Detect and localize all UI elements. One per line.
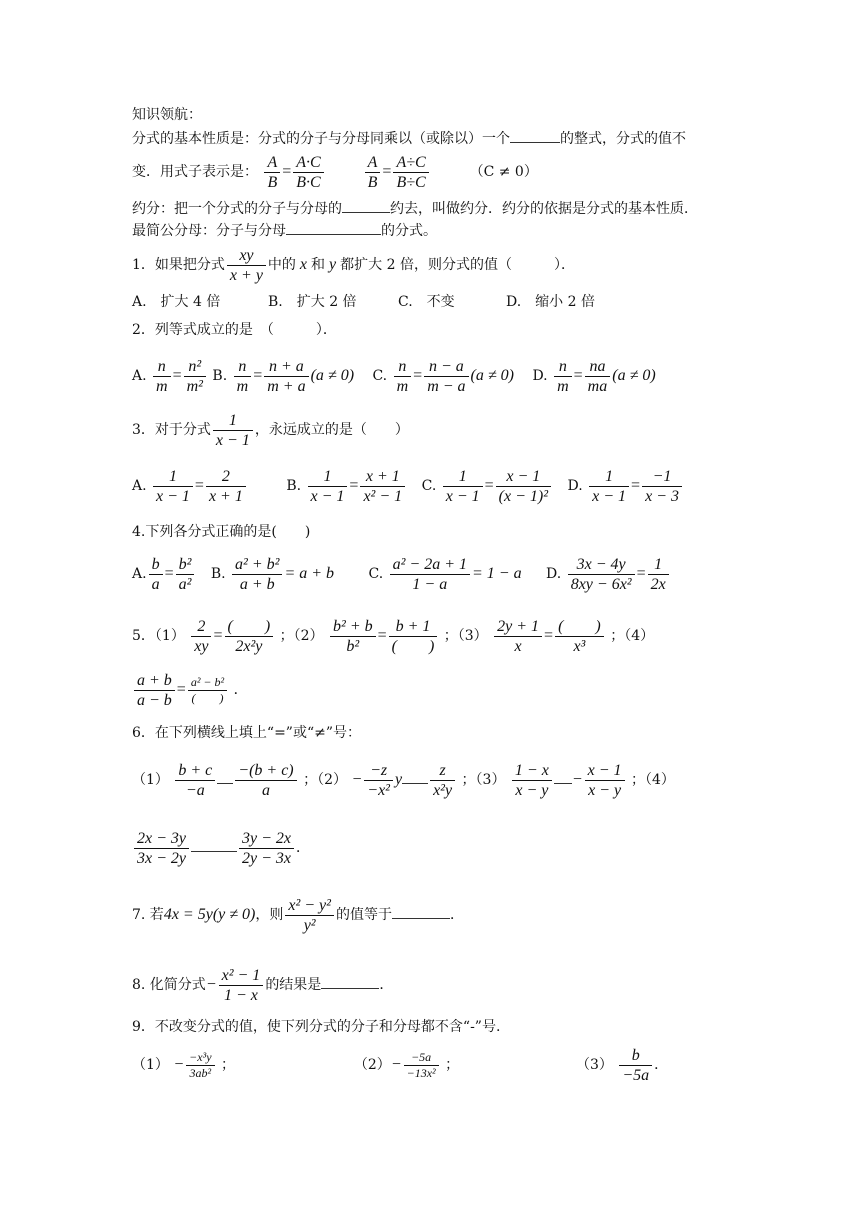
fraction: $\frac{-z}{\text{−x²}}$ [364,761,393,800]
fraction: $\frac{\text{−x³y}}{\text{3ab²}}$ [186,1050,214,1081]
fraction: $\frac{1 - x}{x - y}$ [512,761,552,800]
fraction: $\frac{3x - 4y}{\text{8xy − 6x²}}$ [568,555,635,594]
fraction: $\frac{\text{b² + b}}{\text{b²}}$ [330,617,376,656]
fraction: $\frac{\text{x² − y²}}{\text{y²}}$ [285,896,334,935]
question-9-stem: 9．不改变分式的值，使下列分式的分子和分母都不含“-”号. [132,1019,501,1035]
fraction: $\frac{n - a}{m - a}$ [424,357,468,396]
fraction: $\frac{\text{a² − 2a + 1}}{1 - a}$ [390,555,470,594]
fraction: $\frac{-(b + c)}{a}$ [235,761,296,800]
lcd-line: 最简公分母：分子与分母 的分式。 [132,223,437,239]
formula-fraction: $\frac{A\div C}{B\div C}$ [393,153,428,192]
question-3: 3．对于分式 $\frac{1}{x - 1}$ ，永远成立的是（ ） [132,411,409,449]
fraction: $\frac{( )}{\text{2x²y}}$ [225,617,274,656]
fraction: $\frac{x - 1}{\text{(x − 1)²}}$ [496,467,551,506]
answer-blank[interactable] [510,130,560,143]
fraction: $\frac{\text{a² + b²}}{a + b}$ [232,555,282,594]
question-4-options: A. $\frac{b}{a}$ = $\frac{\text{b²}}{\text{a²}}$ B. $\frac{\text{a² + b²}}{a + b}$ = a + b C. $\frac{\text{a² − 2a + 1}}{1 - a}$ = 1 − a D. $\frac{3x - 4y}{\text{8xy − 6x²}}$ = $\frac{1}{2x}$ [132,552,671,596]
answer-blank[interactable] [342,200,390,213]
fraction: $\frac{2x - 3y}{3x - 2y}$ [134,829,189,868]
fraction: $\frac{n}{m}$ [153,357,171,396]
answer-blank[interactable] [402,771,428,784]
question-6-row-2: $\frac{2x - 3y}{3x - 2y}$ $\frac{3y - 2x}{2y - 3x}$ ． [132,826,310,870]
fraction: $\frac{1}{2x}$ [648,555,669,594]
fraction: $\frac{na}{ma}$ [585,357,611,396]
answer-blank[interactable]: ( ) [225,617,274,637]
fraction: $\frac{( )}{\text{x³}}$ [555,617,604,656]
fraction: $\frac{x + 1}{\text{x² − 1}}$ [360,467,405,506]
fraction: $\frac{\text{a² − b²}}{( )}$ [188,675,227,706]
question-7: 7. 若4x = 5y(y ≠ 0)，则 $\frac{\text{x² − y²}}{\text{y²}}$ 的值等于 ． [132,896,464,934]
formula-fraction: $\frac{A}{B}$ [264,153,280,192]
fraction: $\frac{\text{x² − 1}}{1 - x}$ [219,966,264,1005]
fraction: $\frac{3y - 2x}{2y - 3x}$ [239,829,294,868]
answer-blank[interactable] [554,771,572,784]
fraction: $\frac{a + b}{a - b}$ [134,671,175,710]
fraction: $\frac{2y + 1}{x}$ [494,617,542,656]
formula-fraction: $\frac{A\cdot C}{B\cdot C}$ [293,153,323,192]
fraction: $\frac{n}{m}$ [234,357,252,396]
fraction: $\frac{n}{m}$ [554,357,572,396]
question-6-row-1: （1） $\frac{b + c}{-a}$ $\frac{-(b + c)}{a}$ ；（2） − $\frac{-z}{\text{−x²}}$ y $\frac{z}{\text{x²y}}$ ；（3） $\frac{1 - x}{x - y}$ − $\frac{x - 1}{x - y}$ ；（4） [132,761,675,799]
answer-blank[interactable]: ( ) [391,637,435,655]
formula-line: 变．用式子表示是： $\frac{A}{B}$ = $\frac{A\cdot C}{B\cdot C}$ $\frac{A}{B}$ = $\frac{A\div C}{B\div C}$ （C ≠ 0） [132,153,538,191]
fraction: $\frac{1}{x - 1}$ [213,411,253,450]
answer-blank[interactable] [191,839,237,852]
fraction: $\frac{-5a}{\text{−13x²}}$ [404,1050,439,1081]
question-1: 1．如果把分式 $\frac{xy}{x + y}$ 中的 x 和 y 都扩大 2 倍，则分式的值（ ）． [132,246,575,284]
fraction: $\frac{z}{\text{x²y}}$ [430,761,455,800]
fraction: $\frac{b}{-5a}$ [619,1046,652,1085]
property-line: 分式的基本性质是：分式的分子与分母同乘以（或除以）一个 的整式，分式的值不 [132,131,686,147]
question-5: 5．（1） $\frac{2}{xy}$ = $\frac{( )}{\text{2x²y}}$ ；（2） $\frac{\text{b² + b}}{\text{b²}}$ = $\frac{b + 1}{( )}$ ；（3） $\frac{2y + 1}{x}$ = $\frac{( )}{\text{x³}}$ ；（4） [132,617,655,655]
answer-blank[interactable] [217,771,233,784]
question-4-stem: 4.下列各分式正确的是( ) [132,524,311,540]
fraction: $\frac{xy}{x + y}$ [227,246,266,285]
option-c[interactable]: C. 不变 [398,294,455,310]
fraction: $\frac{1}{x - 1}$ [153,467,193,506]
answer-blank[interactable]: ( ) [555,617,604,637]
fraction: $\frac{\text{b²}}{\text{a²}}$ [176,555,195,594]
question-1-options [132,292,595,312]
fraction: $\frac{2}{xy}$ [191,617,211,656]
section-heading: 知识领航： [132,107,202,123]
fraction: $\frac{2}{x + 1}$ [206,467,246,506]
fraction: $\frac{\text{n²}}{\text{m²}}$ [184,357,206,396]
formula-fraction: $\frac{A}{B}$ [365,153,381,192]
question-2-options: A. $\frac{n}{m}$ = $\frac{\text{n²}}{\text{m²}}$ B. $\frac{n}{m}$ = $\frac{n + a}{m + a}$ (a ≠ 0) C. $\frac{n}{m}$ = $\frac{n - a}{m - a}$ (a ≠ 0) D. $\frac{n}{m}$ = $\frac{na}{ma}$ (a ≠ 0) [132,357,656,395]
option-d[interactable]: D. 缩小 2 倍 [506,294,595,310]
fraction: $\frac{x - 1}{x - y}$ [585,761,625,800]
fraction: $\frac{b + c}{-a}$ [175,761,215,800]
fraction: $\frac{1}{x - 1}$ [308,467,348,506]
fraction: $\frac{1}{x - 1}$ [443,467,483,506]
fraction: $\frac{n + a}{m + a}$ [264,357,308,396]
answer-blank[interactable]: ( ) [191,690,224,705]
question-8: 8. 化简分式− $\frac{\text{x² − 1}}{1 - x}$ 的结果是 ． [132,966,394,1004]
reduce-line: 约分：把一个分式的分子与分母的 约去，叫做约分．约分的依据是分式的基本性质． [132,201,698,217]
option-b[interactable]: B. 扩大 2 倍 [268,294,357,310]
fraction: $\frac{-1}{x - 3}$ [642,467,682,506]
question-5-part-4: $\frac{a + b}{a - b}$ = $\frac{\text{a² − b²}}{( )}$ ． [132,668,248,712]
fraction: $\frac{1}{x - 1}$ [589,467,629,506]
answer-blank[interactable] [392,906,450,919]
fraction: $\frac{b + 1}{( )}$ [389,617,438,656]
question-6-stem: 6．在下列横线上填上“=”或“≠”号： [132,725,361,741]
answer-blank[interactable] [321,976,379,989]
fraction: $\frac{n}{m}$ [394,357,412,396]
question-9-items: （1） − $\frac{\text{−x³y}}{\text{3ab²}}$ ； （2）− $\frac{-5a}{\text{−13x²}}$ ； （3） $\frac{b}{-5a}$ ． [132,1046,669,1084]
option-a[interactable]: A. 扩大 4 倍 [132,294,221,310]
fraction: $\frac{b}{a}$ [149,555,163,594]
question-3-options: A. $\frac{1}{x - 1}$ = $\frac{2}{x + 1}$ B. $\frac{1}{x - 1}$ = $\frac{x + 1}{\text{x² − 1}}$ C. $\frac{1}{x - 1}$ = $\frac{x - 1}{\text{(x − 1)²}}$ D. $\frac{1}{x - 1}$ = $\frac{-1}{x - 3}$ [132,464,684,508]
answer-blank[interactable] [286,222,381,235]
formula-condition: （C ≠ 0） [469,164,538,180]
question-2-stem: 2．列等式成立的是 （ ）． [132,322,337,338]
